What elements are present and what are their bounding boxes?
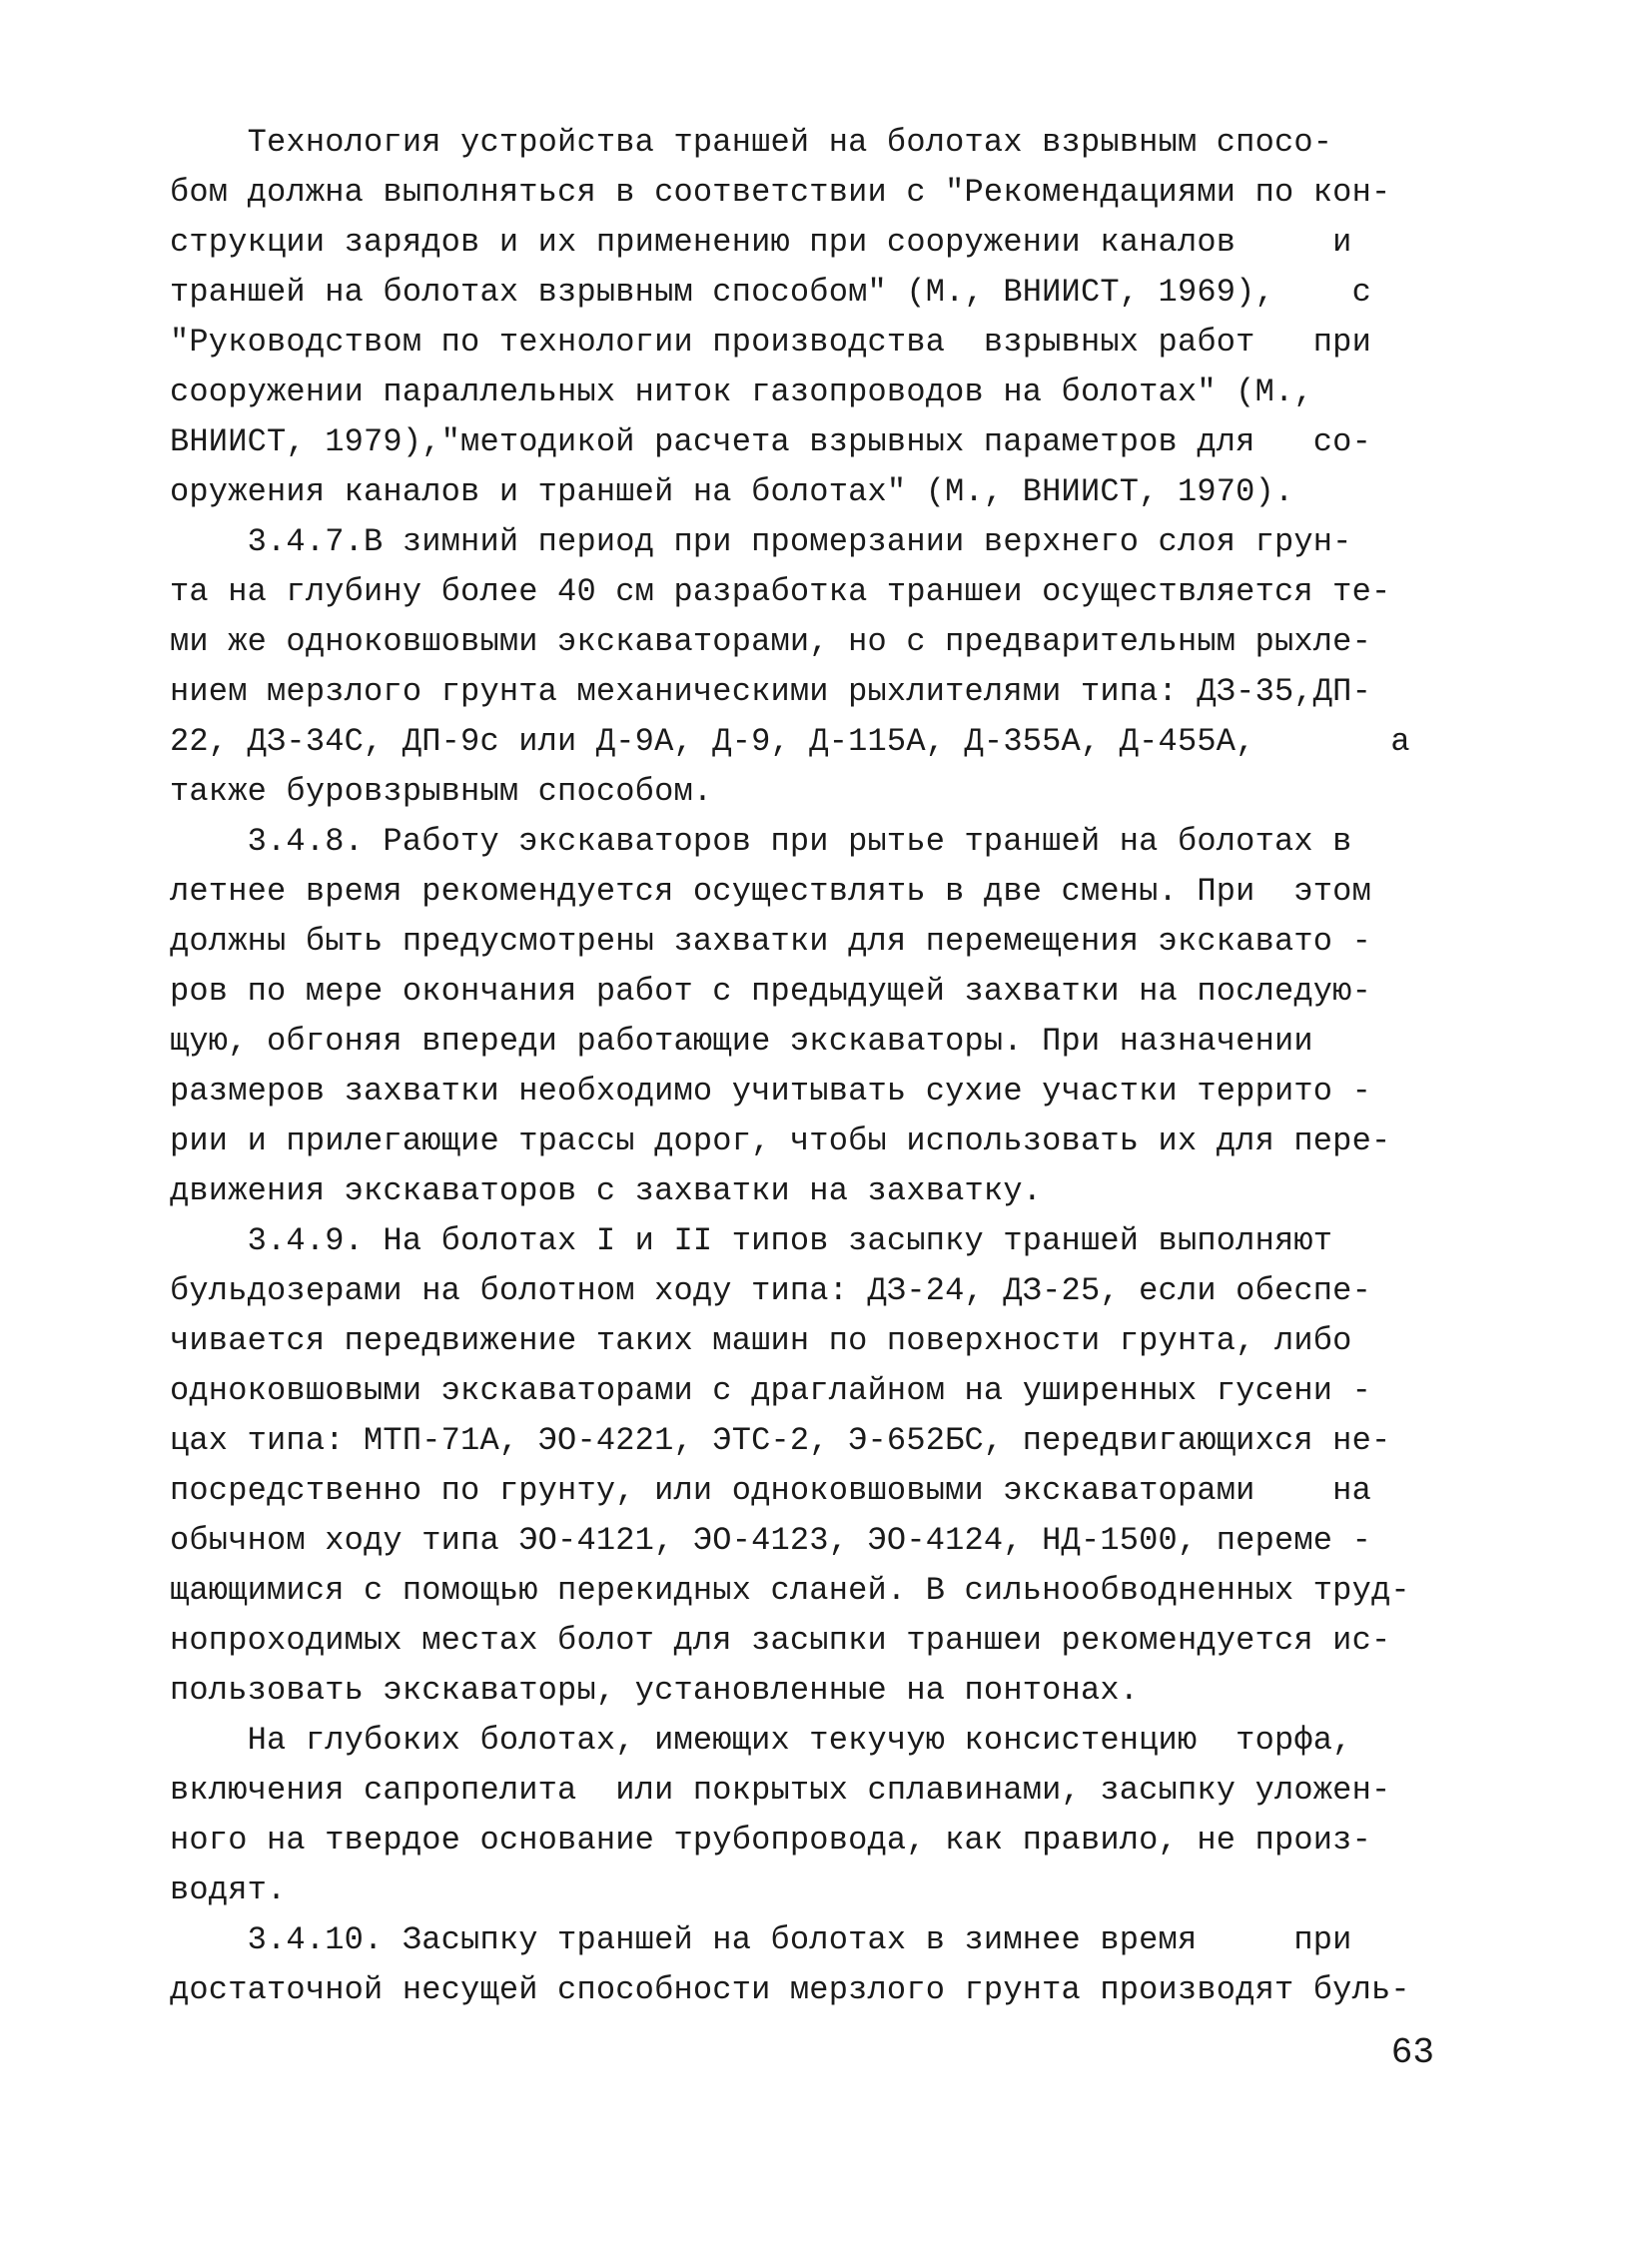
text-line: посредственно по грунту, или одноковшовыми экскаваторами на [170,1472,1371,1509]
text-line: также буровзрывным способом. [170,773,713,810]
text-line: ВНИИСТ, 1979),"методикой расчета взрывных параметров для со- [170,423,1371,460]
text-line: траншей на болотах взрывным способом" (М., ВНИИСТ, 1969), с [170,274,1371,311]
text-line: включения сапропелита или покрытых сплавинами, засыпку уложен- [170,1772,1391,1809]
text-line: достаточной несущей способности мерзлого грунта производят буль- [170,1971,1410,2008]
body-text [170,118,1478,2015]
text-line: бом должна выполняться в соответствии с "Рекомендациями по кон- [170,174,1391,211]
text-line: 3.4.9. На болотах I и II типов засыпку траншей выполняют [170,1222,1333,1259]
text-line: одноковшовыми экскаваторами с драглайном на уширенных гусени - [170,1372,1371,1409]
text-line: должны быть предусмотрены захватки для перемещения экскавато - [170,923,1371,960]
text-line: оружения каналов и траншей на болотах" (М., ВНИИСТ, 1970). [170,473,1294,510]
text-line: 3.4.7.В зимний период при промерзании верхнего слоя грун- [170,523,1352,560]
text-line: чивается передвижение таких машин по поверхности грунта, либо [170,1322,1352,1359]
text-line: щую, обгоняя впереди работающие экскаваторы. При назначении [170,1023,1313,1060]
text-line: На глубоких болотах, имеющих текучую консистенцию торфа, [170,1722,1352,1759]
text-line: та на глубину более 40 см разработка траншеи осуществляется те- [170,573,1391,610]
text-line: 3.4.10. Засыпку траншей на болотах в зимнее время при [170,1921,1352,1958]
text-line: ров по мере окончания работ с предыдущей захватки на последую- [170,973,1371,1010]
text-line: "Руководством по технологии производства взрывных работ при [170,324,1371,361]
text-line: 22, ДЗ-34С, ДП-9с или Д-9А, Д-9, Д-115А, Д-355А, Д-455А, а [170,723,1410,760]
text-line: рии и прилегающие трассы дорог, чтобы использовать их для пере- [170,1122,1391,1159]
text-line: пользовать экскаваторы, установленные на понтонах. [170,1672,1140,1709]
text-line: струкции зарядов и их применению при сооружении каналов и [170,224,1352,261]
text-line: ми же одноковшовыми экскаваторами, но с предварительным рыхле- [170,623,1371,660]
text-line: размеров захватки необходимо учитывать сухие участки террито - [170,1073,1371,1110]
text-line: бульдозерами на болотном ходу типа: ДЗ-24, ДЗ-25, если обеспе- [170,1272,1371,1309]
page-number: 63 [1390,2032,1434,2073]
text-line: щающимися с помощью перекидных сланей. В сильнообводненных труд- [170,1572,1410,1609]
text-line: нопроходимых местах болот для засыпки траншеи рекомендуется ис- [170,1622,1391,1659]
text-line: обычном ходу типа ЭО-4121, ЭО-4123, ЭО-4124, НД-1500, переме - [170,1522,1371,1559]
text-line: сооружении параллельных ниток газопроводов на болотах" (М., [170,374,1313,410]
text-line: цах типа: МТП-71А, ЭО-4221, ЭТС-2, Э-652БС, передвигающихся не- [170,1422,1391,1459]
text-line: движения экскаваторов с захватки на захватку. [170,1172,1043,1209]
text-line: Технология устройства траншей на болотах взрывным спосо- [170,124,1333,161]
text-line: 3.4.8. Работу экскаваторов при рытье траншей на болотах в [170,823,1352,860]
text-line: нием мерзлого грунта механическими рыхлителями типа: ДЗ-35,ДП- [170,673,1371,710]
text-line: летнее время рекомендуется осуществлять в две смены. При этом [170,873,1371,910]
text-line: ного на твердое основание трубопровода, как правило, не произ- [170,1822,1371,1859]
text-line: водят. [170,1871,287,1908]
